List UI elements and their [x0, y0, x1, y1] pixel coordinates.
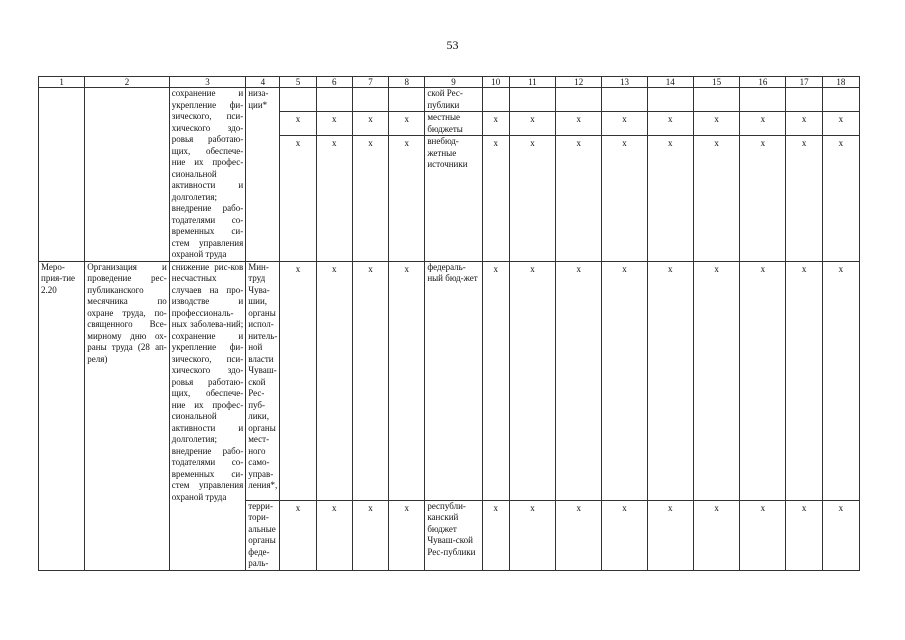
funding-source-cell: республи-канский бюджет Чуваш-ской Рес-публики — [425, 500, 482, 570]
table-row — [39, 261, 860, 500]
cell-mark: x — [647, 261, 693, 500]
executor-cell: терри-тори-альные органы феде-раль- — [246, 500, 280, 570]
header-row — [39, 77, 860, 88]
funding-source-cell: ской Рес-публики — [425, 88, 482, 112]
cell-mark: x — [602, 112, 647, 136]
cell-mark: x — [482, 112, 509, 136]
cell-empty — [482, 88, 509, 112]
cell-mark: x — [602, 500, 647, 570]
cell-mark: x — [280, 500, 316, 570]
cell-mark: x — [602, 261, 647, 500]
program-table — [38, 76, 860, 571]
column-number: 14 — [647, 77, 693, 88]
column-number: 6 — [316, 77, 352, 88]
column-number: 10 — [482, 77, 509, 88]
column-number: 16 — [740, 77, 786, 88]
cell-empty — [647, 88, 693, 112]
cell-mark: x — [482, 500, 509, 570]
cell-mark: x — [822, 261, 859, 500]
cell-mark: x — [822, 112, 859, 136]
cell-mark: x — [352, 136, 388, 261]
cell-mark: x — [740, 261, 786, 500]
cell-mark: x — [316, 500, 352, 570]
cell-empty — [509, 88, 555, 112]
cell-mark: x — [740, 500, 786, 570]
cell-mark: x — [556, 112, 602, 136]
executor-cell: Мин-труд Чува-шии, органы испол-нитель-ной власти Чуваш-ской Рес-пуб-лики, органы мест-ного само-управ-ления*, — [246, 261, 280, 500]
expected-results-cell: сохранение и укрепление фи-зического, пси-хического здо-ровья работаю-щих, обеспече-ние их профес-сиональной активности и долголетия; внедрение рабо-тодателями со-временных си-стем управления охраной труда — [169, 88, 245, 262]
cell-mark: x — [602, 136, 647, 261]
column-number: 7 — [352, 77, 388, 88]
cell-mark: x — [822, 136, 859, 261]
cell-mark: x — [693, 500, 739, 570]
cell-empty — [556, 88, 602, 112]
column-number: 15 — [693, 77, 739, 88]
cell-empty — [602, 88, 647, 112]
cell-empty — [352, 88, 388, 112]
column-number: 4 — [246, 77, 280, 88]
cell-mark: x — [822, 500, 859, 570]
cell-mark: x — [556, 500, 602, 570]
column-number: 18 — [822, 77, 859, 88]
cell-mark: x — [786, 261, 822, 500]
cell-mark: x — [389, 136, 425, 261]
cell-mark: x — [647, 500, 693, 570]
cell-mark: x — [556, 261, 602, 500]
cell-mark: x — [647, 112, 693, 136]
cell-empty — [280, 88, 316, 112]
cell-mark: x — [786, 136, 822, 261]
event-name-cell: Организация и проведение рес-публиканского месячника по охране труда, по-священного Все-мирному дню ох-раны труда (28 ап-реля) — [85, 261, 170, 570]
cell-mark: x — [352, 112, 388, 136]
column-number: 2 — [85, 77, 170, 88]
column-number: 12 — [556, 77, 602, 88]
column-number: 11 — [509, 77, 555, 88]
cell-mark: x — [352, 261, 388, 500]
cell-mark: x — [280, 261, 316, 500]
cell-mark: x — [316, 136, 352, 261]
cell-mark: x — [280, 112, 316, 136]
cell-mark: x — [509, 500, 555, 570]
cell-mark: x — [280, 136, 316, 261]
cell-empty — [740, 88, 786, 112]
cell-empty — [85, 88, 170, 262]
column-number: 5 — [280, 77, 316, 88]
cell-empty — [693, 88, 739, 112]
cell-mark: x — [647, 136, 693, 261]
cell-mark: x — [740, 112, 786, 136]
page-number: 53 — [446, 38, 459, 52]
cell-empty — [389, 88, 425, 112]
cell-mark: x — [740, 136, 786, 261]
cell-mark: x — [389, 112, 425, 136]
cell-empty — [786, 88, 822, 112]
cell-empty — [39, 88, 85, 262]
column-number: 3 — [169, 77, 245, 88]
cell-mark: x — [482, 136, 509, 261]
cell-mark: x — [352, 500, 388, 570]
cell-empty — [822, 88, 859, 112]
cell-mark: x — [556, 136, 602, 261]
funding-source-cell: федераль-ный бюд-жет — [425, 261, 482, 500]
column-number: 1 — [39, 77, 85, 88]
cell-empty — [316, 88, 352, 112]
cell-mark: x — [509, 136, 555, 261]
cell-mark: x — [509, 261, 555, 500]
cell-mark: x — [389, 500, 425, 570]
cell-mark: x — [786, 500, 822, 570]
cell-mark: x — [693, 136, 739, 261]
funding-source-cell: внебюд-жетные источники — [425, 136, 482, 261]
column-number: 9 — [425, 77, 482, 88]
cell-mark: x — [786, 112, 822, 136]
table-row — [39, 88, 860, 112]
cell-mark: x — [509, 112, 555, 136]
cell-mark: x — [693, 261, 739, 500]
event-number-cell: Меро-прия-тие 2.20 — [39, 261, 85, 570]
cell-mark: x — [693, 112, 739, 136]
executor-cell: низа-ции* — [246, 88, 280, 262]
column-number: 13 — [602, 77, 647, 88]
cell-mark: x — [389, 261, 425, 500]
expected-results-cell: снижение рис-ков несчастных случаев на про-изводстве и профессиональ-ных заболева-ний; сохранение и укрепление фи-зического, пси-хического здо-ровья работаю-щих, обеспече-ние их профес-сиональной активности и долголетия; внедрение рабо-тодателями со-временных си-стем управления охраной труда — [169, 261, 245, 570]
cell-mark: x — [316, 261, 352, 500]
column-number: 17 — [786, 77, 822, 88]
column-number: 8 — [389, 77, 425, 88]
cell-mark: x — [482, 261, 509, 500]
cell-mark: x — [316, 112, 352, 136]
funding-source-cell: местные бюджеты — [425, 112, 482, 136]
